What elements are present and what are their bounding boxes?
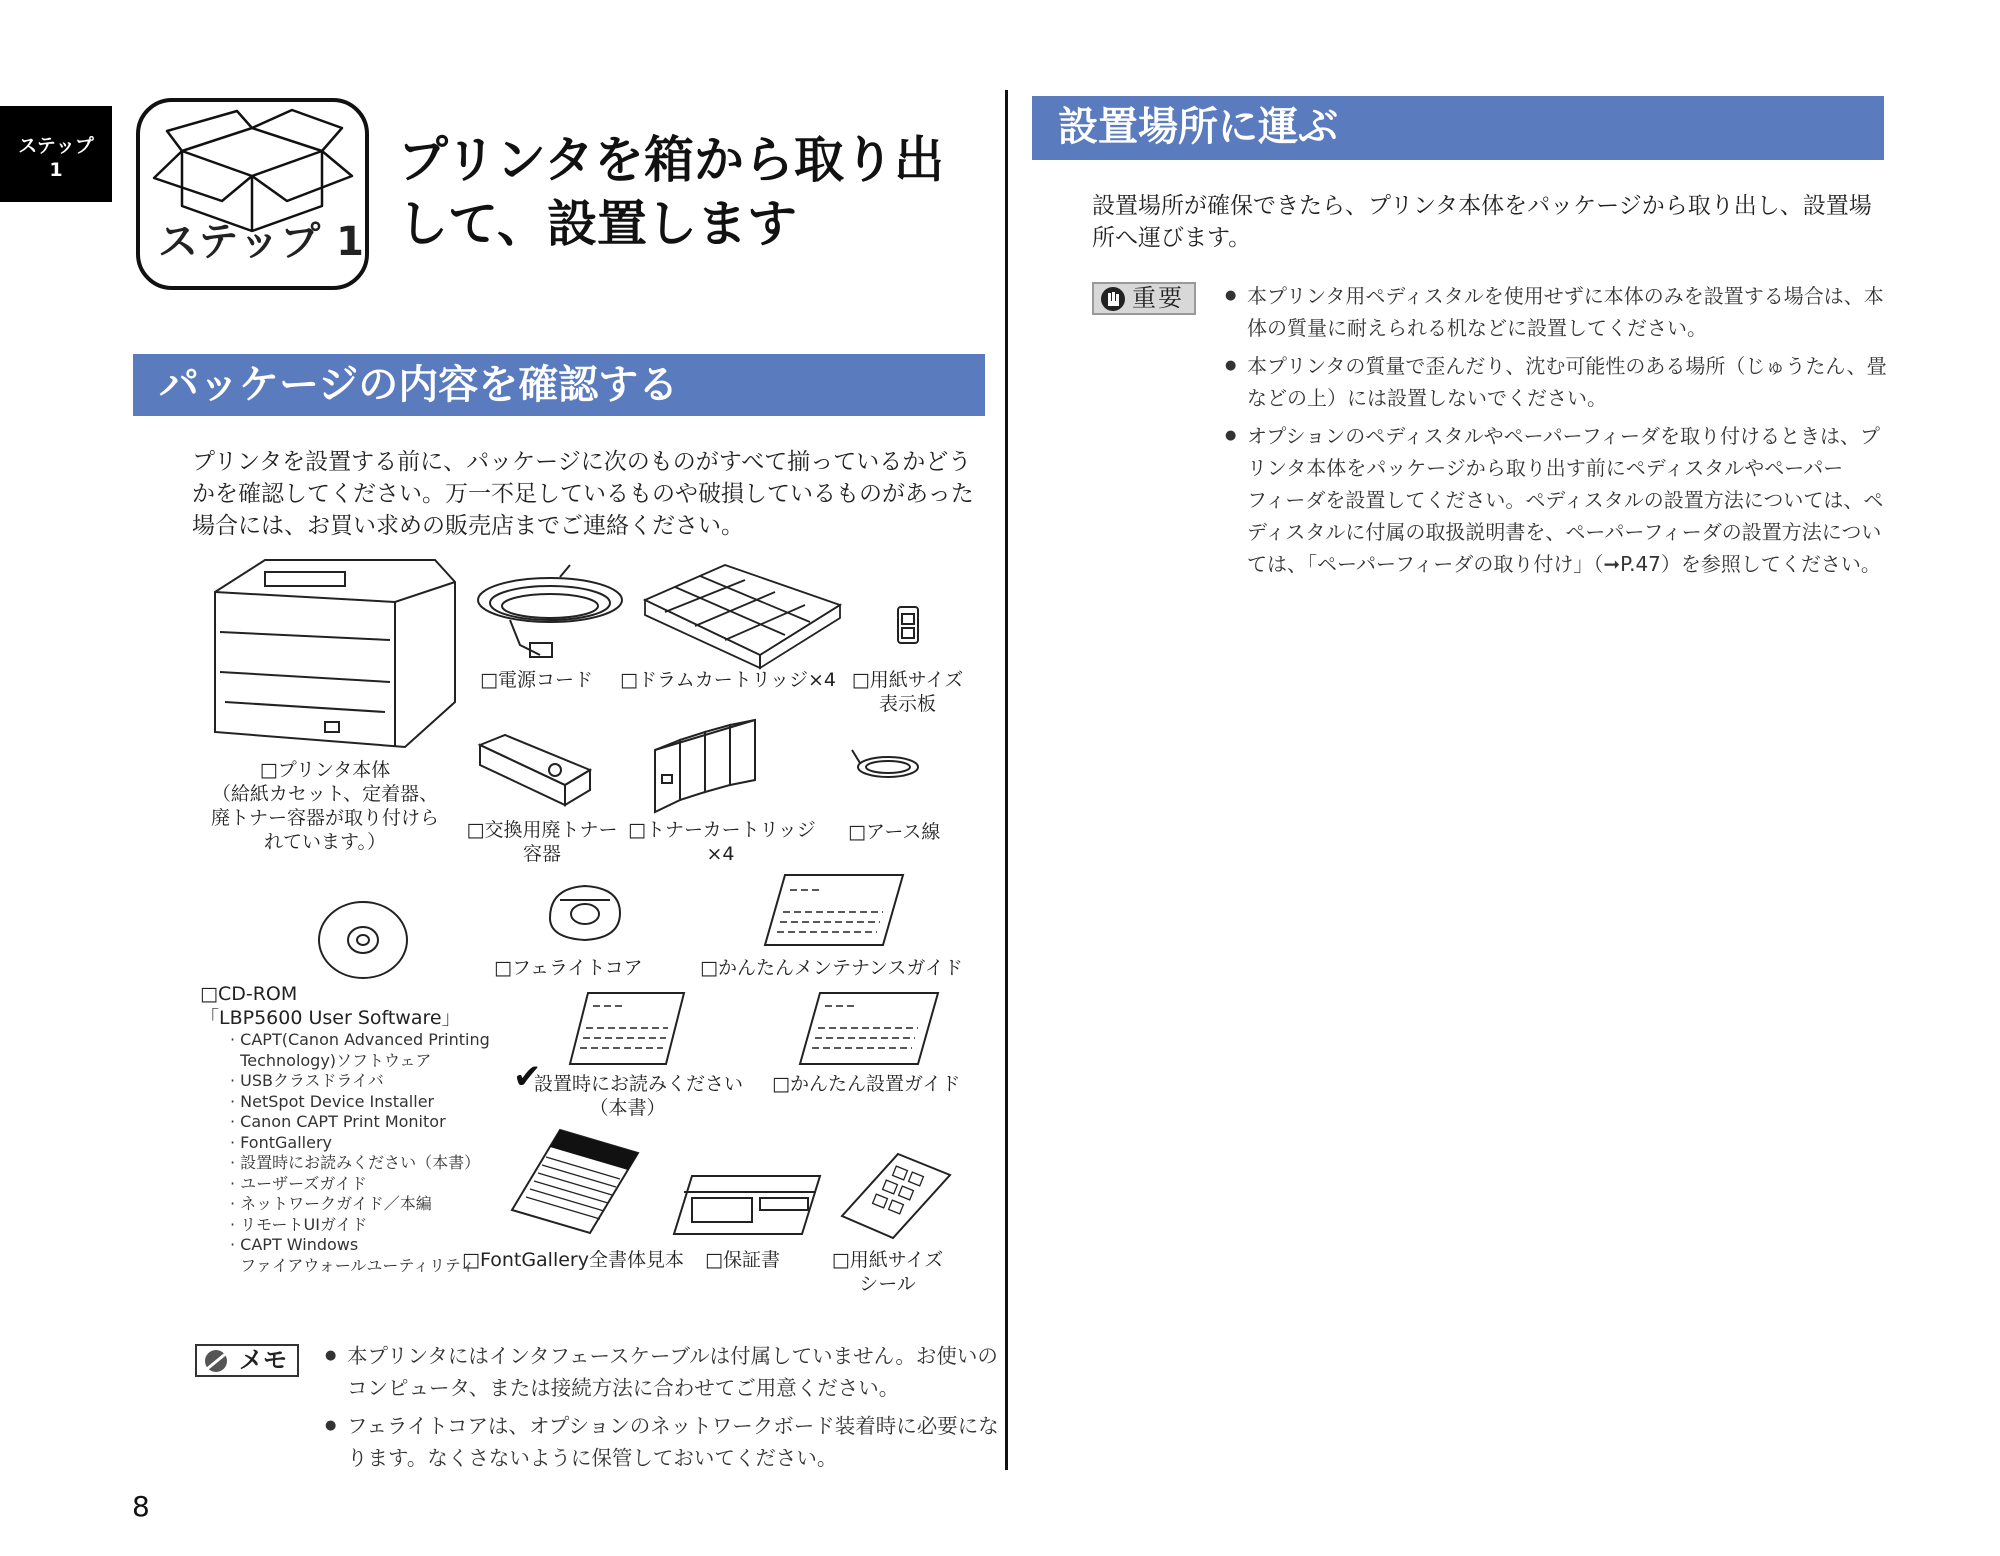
important-line: フィーダを設置してください。ペディスタルの設置方法については、ペ <box>1247 488 1884 512</box>
page-title <box>398 128 944 256</box>
package-intro <box>192 446 992 542</box>
intro-line: 設置場所が確保できたら、プリンタ本体をパッケージから取り出し、設置場 <box>1092 193 1872 219</box>
font-sample-illustration <box>510 1125 640 1235</box>
item-size-plate <box>845 668 970 716</box>
list-item <box>1225 280 1905 344</box>
important-badge <box>1092 282 1196 315</box>
intro-line: かを確認してください。万一不足しているものや破損しているものがあった <box>192 481 974 507</box>
important-line: などの上）には設置しないでください。 <box>1247 386 1607 410</box>
list-item: Technology)ソフトウェア <box>230 1050 432 1070</box>
item-this-manual <box>520 1072 744 1120</box>
list-item: · NetSpot Device Installer <box>230 1091 435 1111</box>
item-warranty: □保証書 <box>705 1249 780 1271</box>
important-line: ディスタルに付属の取扱説明書を、ペーパーフィーダの設置方法につい <box>1247 520 1882 544</box>
important-badge-label: 重要 <box>1132 284 1184 312</box>
list-item: · リモートUIガイド <box>230 1214 368 1234</box>
memo-label <box>195 1344 299 1377</box>
earth-wire-illustration <box>850 745 925 785</box>
ferrite-core-illustration <box>540 878 630 948</box>
memo-list <box>325 1340 1005 1480</box>
item-label: □トナーカートリッジ <box>628 819 816 841</box>
item-label: □用紙サイズ <box>831 1249 944 1271</box>
section-heading-package: パッケージの内容を確認する <box>133 354 985 416</box>
list-item: · Canon CAPT Print Monitor <box>230 1112 446 1131</box>
checkmark-icon: ✔ <box>513 1057 542 1097</box>
drum-cartridge-illustration <box>635 560 845 670</box>
step-icon-label: ステップ 1 <box>158 219 365 265</box>
list-item <box>325 1410 1005 1474</box>
item-label: 「LBP5600 User Software」 <box>200 1007 461 1029</box>
item-label: □プリンタ本体 <box>259 759 391 781</box>
item-power-cord: □電源コード <box>480 669 593 691</box>
item-label: □交換用廃トナー <box>466 819 618 841</box>
item-printer <box>190 758 460 854</box>
hand-stop-icon <box>1100 286 1126 312</box>
maintenance-guide-illustration <box>765 870 905 948</box>
item-label: 容器 <box>522 843 561 865</box>
size-seal-illustration <box>838 1150 953 1240</box>
size-plate-illustration <box>895 604 921 646</box>
memo-line: ● 本プリンタにはインタフェースケーブルは付属していません。お使いの <box>347 1344 998 1368</box>
item-size-seal <box>820 1248 955 1296</box>
memo-badge <box>195 1344 299 1377</box>
list-item <box>1225 420 1905 580</box>
printer-illustration <box>205 552 460 752</box>
intro-line: プリンタを設置する前に、パッケージに次のものがすべて揃っているかどう <box>192 449 972 475</box>
item-label: 設置時にお読みください <box>534 1073 744 1095</box>
item-setup-guide: □かんたん設置ガイド <box>772 1073 961 1095</box>
memo-line: コンピュータ、または接続方法に合わせてご用意ください。 <box>347 1376 900 1400</box>
warranty-illustration <box>670 1172 822 1236</box>
item-label: □用紙サイズ <box>851 669 964 691</box>
important-line: リンタ本体をパッケージから取り出す前にペディスタルやペーパー <box>1247 456 1844 480</box>
step-tab-number: 1 <box>49 159 63 181</box>
item-ferrite-core: □フェライトコア <box>494 957 643 979</box>
important-line: 体の質量に耐えられる机などに設置してください。 <box>1247 316 1707 340</box>
item-earth-wire: □アース線 <box>848 821 941 843</box>
list-item: · CAPT(Canon Advanced Printing <box>230 1030 490 1049</box>
cdrom-contents-list <box>230 1030 490 1276</box>
waste-toner-illustration <box>475 730 595 810</box>
section-heading-move: 設置場所に運ぶ <box>1032 96 1884 160</box>
memo-line: ります。なくさないように保管しておいてください。 <box>347 1446 838 1470</box>
list-item <box>1225 350 1905 414</box>
list-item: ファイアウォールユーティリティ <box>230 1255 476 1275</box>
important-line: ては、「ペーパーフィーダの取り付け」（➞P.47）を参照してください。 <box>1247 552 1881 576</box>
move-intro <box>1092 190 1892 254</box>
list-item: · CAPT Windows <box>230 1235 359 1254</box>
list-item: · ネットワークガイド／本編 <box>230 1194 432 1213</box>
important-list <box>1225 280 1905 586</box>
item-cdrom <box>200 982 461 1030</box>
item-label: □CD-ROM <box>200 983 298 1005</box>
important-line: ● 本プリンタの質量で歪んだり、沈む可能性のある場所（じゅうたん、畳 <box>1247 354 1887 378</box>
list-item <box>325 1340 1005 1404</box>
item-note: （本書） <box>589 1097 666 1119</box>
important-line: ● 本プリンタ用ペディスタルを使用せずに本体のみを設置する場合は、本 <box>1247 284 1884 308</box>
item-font-sample: □FontGallery全書体見本 <box>462 1249 684 1271</box>
list-item: · 設置時にお読みください（本書） <box>230 1153 481 1172</box>
page-title-line2: して、設置します <box>398 195 797 253</box>
step-tab-label: ステップ <box>18 135 94 157</box>
important-label <box>1092 282 1196 315</box>
step-tab <box>0 106 112 202</box>
setup-guide-illustration <box>800 988 940 1068</box>
memo-badge-label: メモ <box>239 1346 287 1374</box>
item-drum-cartridge: □ドラムカートリッジ×4 <box>620 669 837 691</box>
cd-rom-illustration <box>315 898 410 983</box>
item-label: ×4 <box>706 843 735 865</box>
list-item: · USBクラスドライバ <box>230 1071 384 1090</box>
item-maintenance-guide: □かんたんメンテナンスガイド <box>700 957 963 979</box>
this-manual-illustration <box>568 988 686 1068</box>
step-icon <box>136 98 369 290</box>
important-line: ● オプションのペディスタルやペーパーフィーダを取り付けるときは、プ <box>1247 424 1880 448</box>
page-title-line1: プリンタを箱から取り出 <box>398 131 944 189</box>
item-label: 表示板 <box>878 693 936 715</box>
item-toner-cartridge <box>628 818 816 866</box>
item-label: シール <box>859 1273 916 1295</box>
list-item: · ユーザーズガイド <box>230 1173 367 1193</box>
power-cord-illustration <box>470 565 630 660</box>
list-item: · FontGallery <box>230 1132 332 1152</box>
open-box-icon <box>142 106 367 236</box>
column-divider <box>1005 90 1008 1470</box>
intro-line: 所へ運びます。 <box>1092 225 1252 251</box>
pencil-icon <box>203 1349 233 1373</box>
item-waste-toner <box>462 818 622 866</box>
item-note: れています。） <box>264 831 386 853</box>
memo-line: ● フェライトコアは、オプションのネットワークボード装着時に必要にな <box>347 1414 999 1438</box>
page-number: 8 <box>132 1490 150 1523</box>
item-note: 廃トナー容器が取り付けら <box>210 807 439 829</box>
toner-cartridge-illustration <box>650 720 780 820</box>
intro-line: 場合には、お買い求めの販売店までご連絡ください。 <box>192 513 744 539</box>
item-note: （給紙カセット、定着器、 <box>211 783 439 805</box>
